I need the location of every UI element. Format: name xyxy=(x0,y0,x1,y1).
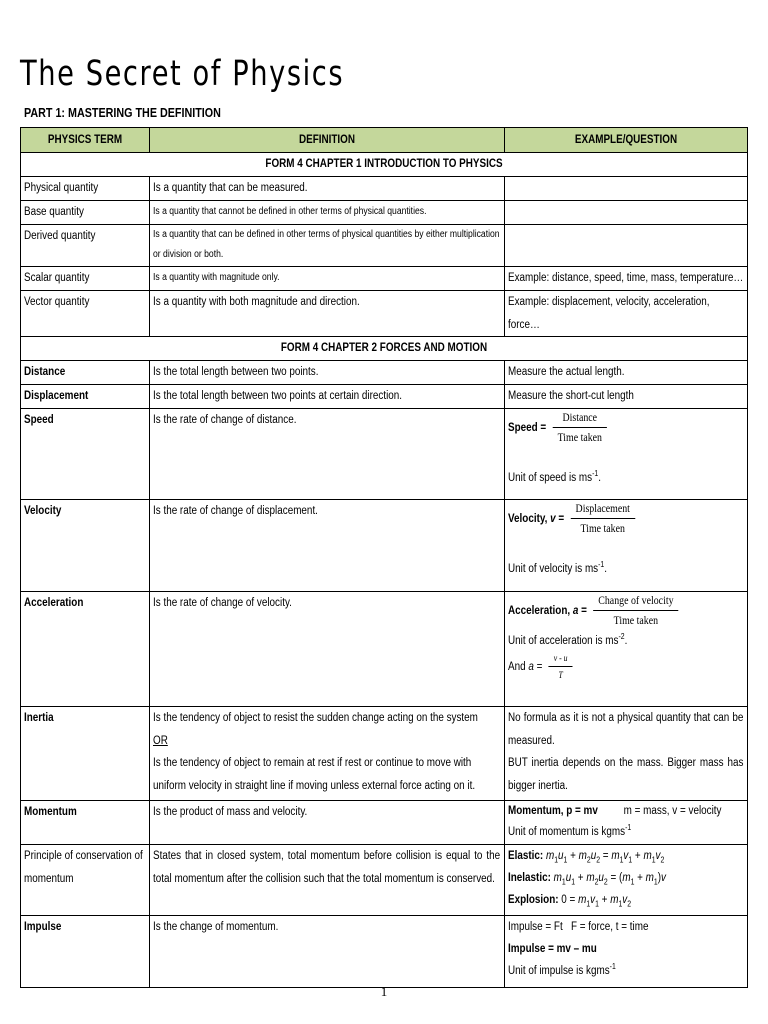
example-cell: Measure the short-cut length xyxy=(505,385,748,409)
example-cell: No formula as it is not a physical quantity that can be measured. BUT inertia depends on the mass. Bigger mass has bigger inertia. xyxy=(505,707,748,801)
table-header-row xyxy=(21,128,748,153)
example-cell xyxy=(505,201,748,225)
definition-cell: States that in closed system, total momentum before collision is equal to the total momentum after the collision such that the total momentum is conserved. xyxy=(150,845,505,916)
term-cell: Velocity xyxy=(21,500,150,592)
term-cell: Inertia xyxy=(21,707,150,801)
table-row xyxy=(21,291,748,337)
term-cell: Acceleration xyxy=(21,592,150,707)
definition-cell: Is the tendency of object to resist the sudden change acting on the system OR Is the tendency of object to remain at rest if rest or continue to move with uniform velocity in straight line if moving unless external force acting on it. xyxy=(150,707,505,801)
definition-cell: Is the total length between two points at certain direction. xyxy=(150,385,505,409)
term-cell: Distance xyxy=(21,361,150,385)
fraction: $\frac{\text{Displacement}}{\text{Time taken}}$ xyxy=(570,502,635,536)
example-cell: Measure the actual length. xyxy=(505,361,748,385)
term-cell: Base quantity xyxy=(21,201,150,225)
section-row-chapter-1 xyxy=(21,153,748,177)
formula-label: Speed = xyxy=(508,422,547,435)
formula-label: Velocity, v = xyxy=(508,513,565,526)
table-row xyxy=(21,500,748,592)
fraction: $\frac{v - u}{T}$ xyxy=(549,653,573,681)
header-definition: DEFINITION xyxy=(150,128,505,153)
section-title: FORM 4 CHAPTER 1 INTRODUCTION TO PHYSICS xyxy=(265,158,503,170)
page-number: 1 xyxy=(380,984,388,999)
table-row xyxy=(21,177,748,201)
example-cell: Example: distance, speed, time, mass, temperature… xyxy=(505,267,748,291)
section-row-chapter-2 xyxy=(21,337,748,361)
table-row xyxy=(21,201,748,225)
term-cell: Impulse xyxy=(21,916,150,988)
unit-line: Unit of velocity is $ms^{-1}$. xyxy=(508,560,608,575)
table-row xyxy=(21,845,748,916)
definition-cell: Is the change of momentum. xyxy=(150,916,505,988)
part-heading: PART 1: MASTERING THE DEFINITION xyxy=(24,106,221,120)
term-cell: Speed xyxy=(21,409,150,500)
term-cell: Scalar quantity xyxy=(21,267,150,291)
term-cell: Vector quantity xyxy=(21,291,150,337)
table-row xyxy=(21,707,748,801)
definition-cell: Is the rate of change of displacement. xyxy=(150,500,505,592)
example-cell xyxy=(505,592,748,707)
term-cell: Momentum xyxy=(21,801,150,845)
table-row xyxy=(21,385,748,409)
table-row xyxy=(21,592,748,707)
fraction: $\frac{\text{Distance}}{\text{Time taken}}$ xyxy=(552,411,607,445)
definition-cell: Is a quantity with both magnitude and direction. xyxy=(150,291,505,337)
example-cell: Example: displacement, velocity, acceleration, force… xyxy=(505,291,748,337)
page-title: The Secret of Physics xyxy=(20,54,345,94)
example-cell xyxy=(505,225,748,267)
table-row xyxy=(21,801,748,845)
or-label: OR xyxy=(153,734,168,747)
definition-cell: Is the product of mass and velocity. xyxy=(150,801,505,845)
definition-cell: Is the rate of change of velocity. xyxy=(150,592,505,707)
header-example: EXAMPLE/QUESTION xyxy=(505,128,748,153)
example-cell: Impulse = Ft F = force, t = time Impulse = mv – mu Unit of impulse is kgms$^{-1}$ xyxy=(505,916,748,988)
and-formula-label: And a = xyxy=(508,660,543,673)
example-cell xyxy=(505,177,748,201)
unit-line: Unit of speed is $ms^{-1}$. xyxy=(508,469,601,484)
table-row xyxy=(21,267,748,291)
definitions-table xyxy=(20,127,748,988)
fraction: $\frac{\text{Change of velocity}}{\text{Time taken}}$ xyxy=(593,594,679,628)
definition-cell: Is a quantity that cannot be defined in other terms of physical quantities. xyxy=(150,201,505,225)
term-cell: Principle of conservation of momentum xyxy=(21,845,150,916)
table-row xyxy=(21,409,748,500)
example-cell xyxy=(505,500,748,592)
term-cell: Physical quantity xyxy=(21,177,150,201)
term-cell: Derived quantity xyxy=(21,225,150,267)
table-row xyxy=(21,361,748,385)
table-row xyxy=(21,916,748,988)
definition-cell: Is a quantity with magnitude only. xyxy=(150,267,505,291)
definition-cell: Is a quantity that can be measured. xyxy=(150,177,505,201)
unit-line: Unit of acceleration is $ms^{-2}$. xyxy=(508,632,628,647)
example-cell: Momentum, p = mv m = mass, v = velocity Unit of momentum is kgms$^{-1}$ xyxy=(505,801,748,845)
definition-cell: Is the total length between two points. xyxy=(150,361,505,385)
example-cell xyxy=(505,409,748,500)
formula-label: Acceleration, a = xyxy=(508,605,587,618)
section-title: FORM 4 CHAPTER 2 FORCES AND MOTION xyxy=(280,342,488,354)
term-cell: Displacement xyxy=(21,385,150,409)
definition-cell: Is a quantity that can be defined in other terms of physical quantities by either multiplication or division or both. xyxy=(150,225,505,267)
header-physics-term: PHYSICS TERM xyxy=(21,128,150,153)
table-row xyxy=(21,225,748,267)
example-cell: Elastic: $m_1u_1 + m_2u_2 = m_1v_1 + m_1v_2$ Inelastic: $m_1u_1 + m_2u_2 = (m_1 + m_1)v$ Explosion: $0 = m_1v_1 + m_1v_2$ xyxy=(505,845,748,916)
definition-cell: Is the rate of change of distance. xyxy=(150,409,505,500)
